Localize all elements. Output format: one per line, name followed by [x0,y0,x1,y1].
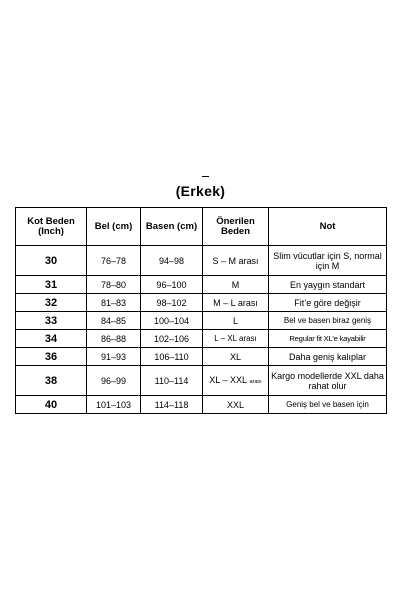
header-waist: Bel (cm) [87,208,141,246]
decorative-dash [202,176,209,177]
table-row [16,276,387,294]
header-hip: Basen (cm) [141,208,203,246]
cell-size: 30 [16,246,87,276]
table-row [16,294,387,312]
cell-recommended [203,366,269,396]
table-row [16,330,387,348]
cell-hip: 110–114 [141,366,203,396]
cell-size: 31 [16,276,87,294]
cell-waist: 96–99 [87,366,141,396]
cell-hip: 102–106 [141,330,203,348]
cell-size: 36 [16,348,87,366]
cell-recommended: M [203,276,269,294]
cell-hip: 98–102 [141,294,203,312]
cell-waist: 78–80 [87,276,141,294]
cell-size: 32 [16,294,87,312]
cell-waist: 91–93 [87,348,141,366]
page-title: (Erkek) [175,183,226,199]
cell-hip: 100–104 [141,312,203,330]
recommended-range: XL – XXL [209,374,247,385]
cell-note: Fit’e göre değişir [269,294,387,312]
cell-recommended: XXL [203,396,269,414]
cell-hip: 106–110 [141,348,203,366]
header-recommended: Önerilen Beden [203,208,269,246]
cell-note: Regular fit XL’e kayabilir [269,330,387,348]
table-row [16,396,387,414]
size-chart-table [15,207,387,414]
recommended-suffix: arası [249,378,262,385]
cell-hip: 96–100 [141,276,203,294]
cell-note: Daha geniş kalıplar [269,348,387,366]
cell-note: Kargo modellerde XXL daha rahat olur [269,366,387,396]
cell-recommended: XL [203,348,269,366]
cell-note: Slim vücutlar için S, normal için M [269,246,387,276]
cell-size: 38 [16,366,87,396]
cell-waist: 81–83 [87,294,141,312]
cell-size: 40 [16,396,87,414]
cell-waist: 86–88 [87,330,141,348]
header-note: Not [269,208,387,246]
table-row [16,348,387,366]
cell-note: En yaygın standart [269,276,387,294]
header-size: Kot Beden (Inch) [16,208,87,246]
table-header-row [16,208,387,246]
cell-recommended: S – M arası [203,246,269,276]
cell-size: 33 [16,312,87,330]
table-row [16,246,387,276]
cell-recommended: L – XL arası [203,330,269,348]
cell-recommended: L [203,312,269,330]
cell-waist: 101–103 [87,396,141,414]
cell-hip: 94–98 [141,246,203,276]
table-row [16,366,387,396]
cell-size: 34 [16,330,87,348]
cell-waist: 76–78 [87,246,141,276]
table-row [16,312,387,330]
cell-note: Geniş bel ve basen için [269,396,387,414]
cell-waist: 84–85 [87,312,141,330]
cell-recommended: M – L arası [203,294,269,312]
cell-hip: 114–118 [141,396,203,414]
cell-note: Bel ve basen biraz geniş [269,312,387,330]
